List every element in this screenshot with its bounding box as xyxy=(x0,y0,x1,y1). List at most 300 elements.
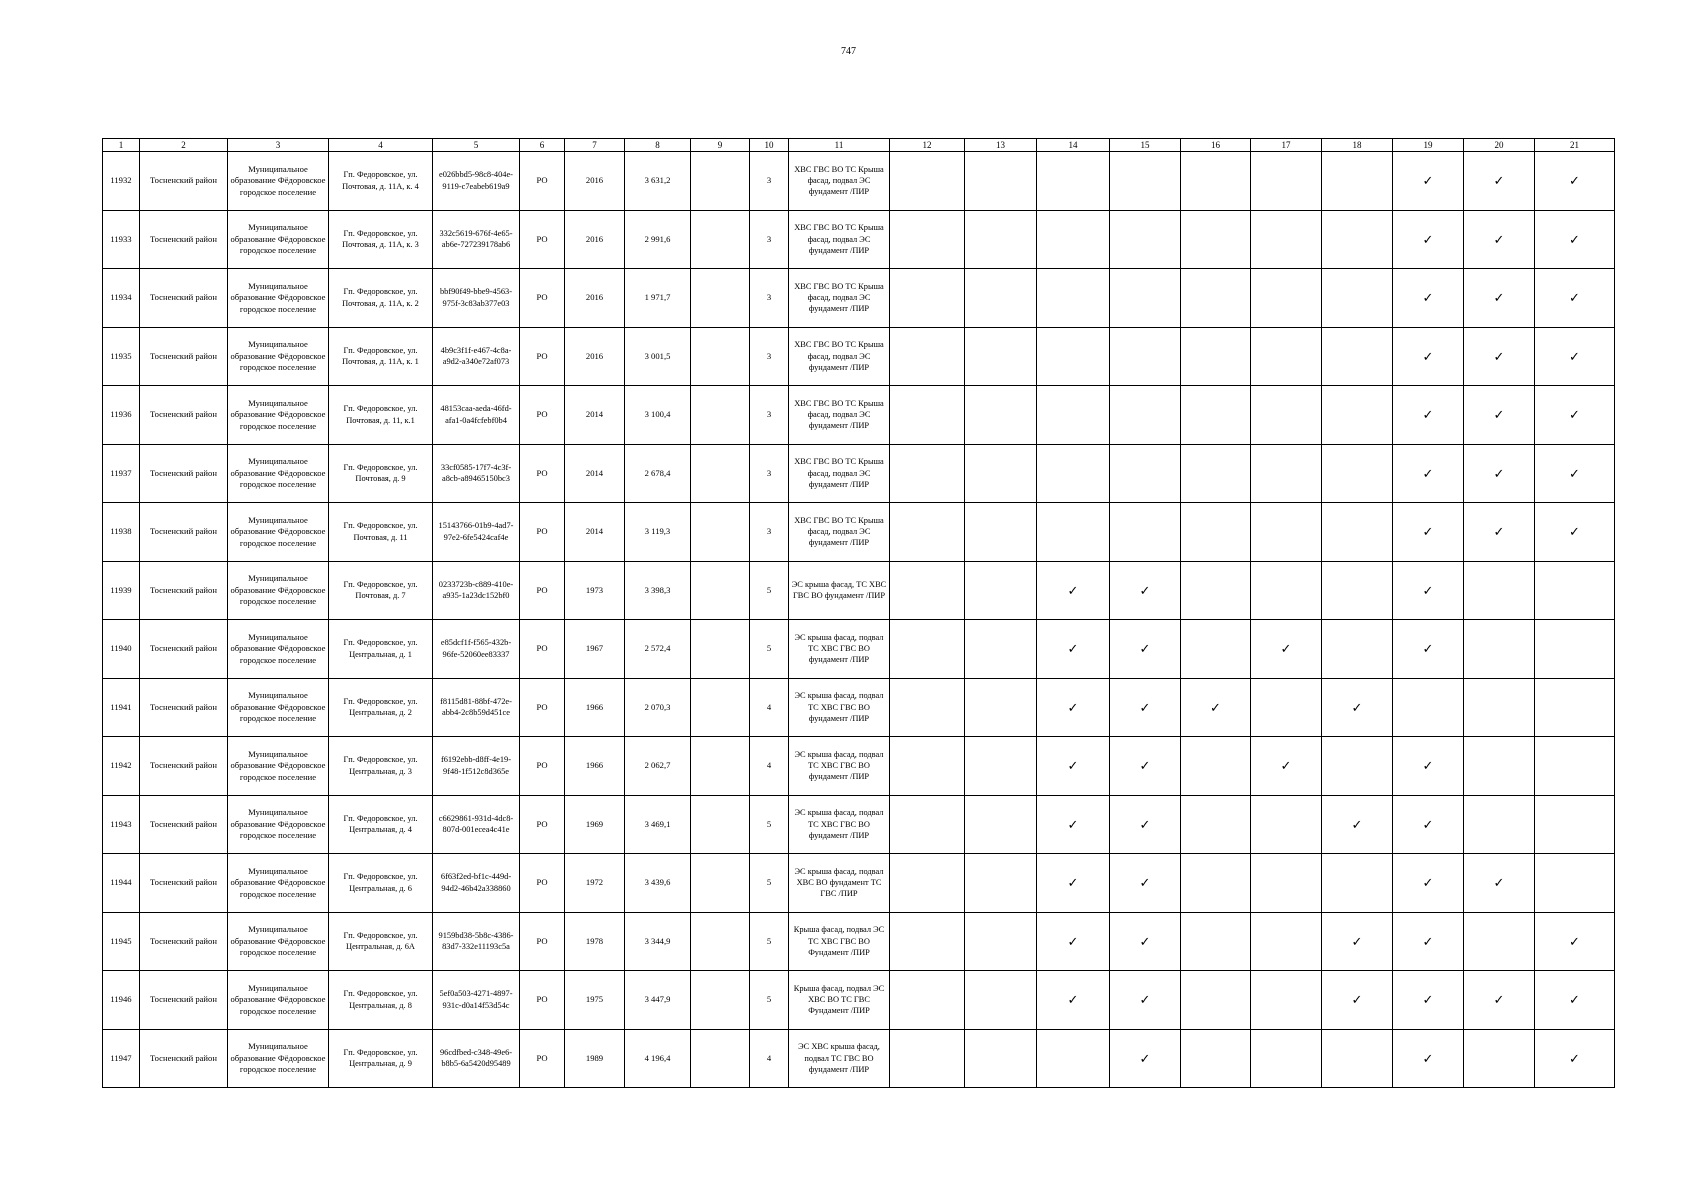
table-row xyxy=(103,971,1615,1030)
column-18-cell xyxy=(1322,503,1393,562)
row-number-cell: 11940 xyxy=(103,620,140,679)
column-19-cell: ✓ xyxy=(1393,737,1464,796)
municipality-cell: Муниципальное образование Фёдоровское городское поселение xyxy=(228,912,329,971)
column-15-cell xyxy=(1110,386,1181,445)
column-20-cell xyxy=(1464,678,1535,737)
area-cell: 3 119,3 xyxy=(625,503,691,562)
column-15-cell xyxy=(1110,210,1181,269)
address-cell: Гп. Федоровское, ул. Центральная, д. 3 xyxy=(329,737,433,796)
column-15-cell xyxy=(1110,152,1181,211)
address-cell: Гп. Федоровское, ул. Центральная, д. 9 xyxy=(329,1029,433,1088)
column-number-header-row xyxy=(103,139,1615,152)
column-header-3: 3 xyxy=(228,139,329,152)
column-9-cell xyxy=(691,620,750,679)
works-list-cell: ЭС крыша фасад, подвал ТС ХВС ГВС ВО фундамент /ПИР xyxy=(789,737,890,796)
column-19-cell: ✓ xyxy=(1393,152,1464,211)
column-12-cell xyxy=(890,503,965,562)
column-9-cell xyxy=(691,210,750,269)
column-13-cell xyxy=(965,620,1037,679)
column-14-cell xyxy=(1037,152,1110,211)
column-9-cell xyxy=(691,152,750,211)
district-cell: Тосненский район xyxy=(140,386,228,445)
table-row xyxy=(103,444,1615,503)
column-20-cell: ✓ xyxy=(1464,269,1535,328)
column-18-cell: ✓ xyxy=(1322,912,1393,971)
column-16-cell xyxy=(1181,971,1251,1030)
column-12-cell xyxy=(890,210,965,269)
column-19-cell: ✓ xyxy=(1393,854,1464,913)
column-13-cell xyxy=(965,737,1037,796)
floors-cell: 3 xyxy=(750,269,789,328)
column-19-cell xyxy=(1393,678,1464,737)
works-list-cell: ХВС ГВС ВО ТС Крыша фасад, подвал ЭС фундамент /ПИР xyxy=(789,152,890,211)
area-cell: 2 572,4 xyxy=(625,620,691,679)
table-row xyxy=(103,561,1615,620)
district-cell: Тосненский район xyxy=(140,561,228,620)
column-20-cell: ✓ xyxy=(1464,327,1535,386)
address-cell: Гп. Федоровское, ул. Центральная, д. 6 xyxy=(329,854,433,913)
owner-type-cell: РО xyxy=(520,737,565,796)
address-cell: Гп. Федоровское, ул. Почтовая, д. 9 xyxy=(329,444,433,503)
row-number-cell: 11932 xyxy=(103,152,140,211)
row-number-cell: 11939 xyxy=(103,561,140,620)
column-17-cell xyxy=(1251,854,1322,913)
address-cell: Гп. Федоровское, ул. Центральная, д. 2 xyxy=(329,678,433,737)
column-9-cell xyxy=(691,678,750,737)
column-12-cell xyxy=(890,620,965,679)
column-14-cell xyxy=(1037,327,1110,386)
address-cell: Гп. Федоровское, ул. Почтовая, д. 11, к.1 xyxy=(329,386,433,445)
guid-cell: 4b9c3f1f-e467-4c8a-a9d2-a340e72af073 xyxy=(433,327,520,386)
owner-type-cell: РО xyxy=(520,386,565,445)
housing-registry-table xyxy=(102,138,1615,1088)
column-18-cell: ✓ xyxy=(1322,678,1393,737)
column-12-cell xyxy=(890,152,965,211)
column-9-cell xyxy=(691,854,750,913)
row-number-cell: 11933 xyxy=(103,210,140,269)
guid-cell: 0233723b-c889-410e-a935-1a23dc152bf0 xyxy=(433,561,520,620)
column-12-cell xyxy=(890,912,965,971)
column-9-cell xyxy=(691,269,750,328)
guid-cell: 9159bd38-5b8c-4386-83d7-332e11193c5a xyxy=(433,912,520,971)
municipality-cell: Муниципальное образование Фёдоровское городское поселение xyxy=(228,854,329,913)
row-number-cell: 11942 xyxy=(103,737,140,796)
year-cell: 1966 xyxy=(565,678,625,737)
works-list-cell: ЭС крыша фасад, ТС ХВС ГВС ВО фундамент /ПИР xyxy=(789,561,890,620)
column-20-cell xyxy=(1464,795,1535,854)
column-14-cell: ✓ xyxy=(1037,795,1110,854)
column-21-cell: ✓ xyxy=(1535,152,1615,211)
column-14-cell xyxy=(1037,444,1110,503)
floors-cell: 5 xyxy=(750,854,789,913)
column-20-cell: ✓ xyxy=(1464,444,1535,503)
table-row xyxy=(103,327,1615,386)
owner-type-cell: РО xyxy=(520,620,565,679)
area-cell: 2 991,6 xyxy=(625,210,691,269)
works-list-cell: ЭС крыша фасад, подвал ТС ХВС ГВС ВО фундамент /ПИР xyxy=(789,620,890,679)
table-row xyxy=(103,737,1615,796)
guid-cell: f8115d81-88bf-472e-abb4-2c8b59d451ce xyxy=(433,678,520,737)
column-14-cell: ✓ xyxy=(1037,620,1110,679)
column-12-cell xyxy=(890,444,965,503)
column-13-cell xyxy=(965,854,1037,913)
column-16-cell xyxy=(1181,912,1251,971)
address-cell: Гп. Федоровское, ул. Центральная, д. 1 xyxy=(329,620,433,679)
address-cell: Гп. Федоровское, ул. Почтовая, д. 11 xyxy=(329,503,433,562)
column-20-cell: ✓ xyxy=(1464,386,1535,445)
municipality-cell: Муниципальное образование Фёдоровское городское поселение xyxy=(228,971,329,1030)
column-header-15: 15 xyxy=(1110,139,1181,152)
area-cell: 2 062,7 xyxy=(625,737,691,796)
column-header-14: 14 xyxy=(1037,139,1110,152)
column-21-cell: ✓ xyxy=(1535,444,1615,503)
column-17-cell xyxy=(1251,210,1322,269)
column-16-cell xyxy=(1181,795,1251,854)
area-cell: 1 971,7 xyxy=(625,269,691,328)
year-cell: 1972 xyxy=(565,854,625,913)
year-cell: 1978 xyxy=(565,912,625,971)
column-21-cell xyxy=(1535,678,1615,737)
column-18-cell xyxy=(1322,737,1393,796)
column-14-cell xyxy=(1037,210,1110,269)
owner-type-cell: РО xyxy=(520,795,565,854)
column-12-cell xyxy=(890,561,965,620)
column-21-cell: ✓ xyxy=(1535,210,1615,269)
table-row xyxy=(103,152,1615,211)
guid-cell: 48153caa-aeda-46fd-afa1-0a4fcfebf0b4 xyxy=(433,386,520,445)
column-14-cell xyxy=(1037,1029,1110,1088)
column-20-cell xyxy=(1464,737,1535,796)
table-row xyxy=(103,678,1615,737)
address-cell: Гп. Федоровское, ул. Почтовая, д. 11А, к. 3 xyxy=(329,210,433,269)
floors-cell: 4 xyxy=(750,678,789,737)
guid-cell: bbf90f49-bbe9-4563-975f-3c83ab377e03 xyxy=(433,269,520,328)
year-cell: 2016 xyxy=(565,210,625,269)
column-12-cell xyxy=(890,269,965,328)
owner-type-cell: РО xyxy=(520,210,565,269)
column-12-cell xyxy=(890,854,965,913)
floors-cell: 3 xyxy=(750,152,789,211)
area-cell: 4 196,4 xyxy=(625,1029,691,1088)
column-20-cell: ✓ xyxy=(1464,210,1535,269)
column-14-cell: ✓ xyxy=(1037,561,1110,620)
column-header-5: 5 xyxy=(433,139,520,152)
column-18-cell xyxy=(1322,444,1393,503)
table-row xyxy=(103,269,1615,328)
column-15-cell: ✓ xyxy=(1110,971,1181,1030)
address-cell: Гп. Федоровское, ул. Почтовая, д. 11А, к. 2 xyxy=(329,269,433,328)
owner-type-cell: РО xyxy=(520,912,565,971)
column-18-cell: ✓ xyxy=(1322,971,1393,1030)
owner-type-cell: РО xyxy=(520,327,565,386)
column-13-cell xyxy=(965,561,1037,620)
floors-cell: 5 xyxy=(750,795,789,854)
municipality-cell: Муниципальное образование Фёдоровское городское поселение xyxy=(228,795,329,854)
column-12-cell xyxy=(890,1029,965,1088)
column-21-cell xyxy=(1535,561,1615,620)
column-21-cell: ✓ xyxy=(1535,912,1615,971)
column-14-cell: ✓ xyxy=(1037,912,1110,971)
column-16-cell xyxy=(1181,386,1251,445)
column-16-cell xyxy=(1181,561,1251,620)
column-12-cell xyxy=(890,737,965,796)
table-row xyxy=(103,503,1615,562)
column-21-cell: ✓ xyxy=(1535,386,1615,445)
column-13-cell xyxy=(965,503,1037,562)
district-cell: Тосненский район xyxy=(140,854,228,913)
works-list-cell: Крыша фасад, подвал ЭС ХВС ВО ТС ГВС Фундамент /ПИР xyxy=(789,971,890,1030)
column-21-cell: ✓ xyxy=(1535,327,1615,386)
column-12-cell xyxy=(890,327,965,386)
floors-cell: 4 xyxy=(750,1029,789,1088)
column-16-cell xyxy=(1181,152,1251,211)
row-number-cell: 11934 xyxy=(103,269,140,328)
address-cell: Гп. Федоровское, ул. Почтовая, д. 11А, к. 1 xyxy=(329,327,433,386)
column-20-cell: ✓ xyxy=(1464,152,1535,211)
area-cell: 3 100,4 xyxy=(625,386,691,445)
row-number-cell: 11941 xyxy=(103,678,140,737)
works-list-cell: Крыша фасад, подвал ЭС ТС ХВС ГВС ВО Фундамент /ПИР xyxy=(789,912,890,971)
district-cell: Тосненский район xyxy=(140,1029,228,1088)
year-cell: 1969 xyxy=(565,795,625,854)
district-cell: Тосненский район xyxy=(140,152,228,211)
column-header-7: 7 xyxy=(565,139,625,152)
column-21-cell: ✓ xyxy=(1535,1029,1615,1088)
column-21-cell xyxy=(1535,620,1615,679)
guid-cell: 6f63f2ed-bf1c-449d-94d2-46b42a338860 xyxy=(433,854,520,913)
column-19-cell: ✓ xyxy=(1393,561,1464,620)
column-16-cell xyxy=(1181,327,1251,386)
year-cell: 2014 xyxy=(565,503,625,562)
area-cell: 2 678,4 xyxy=(625,444,691,503)
table-row xyxy=(103,795,1615,854)
column-20-cell: ✓ xyxy=(1464,854,1535,913)
column-21-cell: ✓ xyxy=(1535,269,1615,328)
year-cell: 1989 xyxy=(565,1029,625,1088)
municipality-cell: Муниципальное образование Фёдоровское городское поселение xyxy=(228,1029,329,1088)
column-12-cell xyxy=(890,678,965,737)
column-19-cell: ✓ xyxy=(1393,620,1464,679)
column-header-4: 4 xyxy=(329,139,433,152)
column-20-cell: ✓ xyxy=(1464,503,1535,562)
column-9-cell xyxy=(691,971,750,1030)
owner-type-cell: РО xyxy=(520,854,565,913)
address-cell: Гп. Федоровское, ул. Центральная, д. 8 xyxy=(329,971,433,1030)
column-13-cell xyxy=(965,386,1037,445)
column-18-cell xyxy=(1322,327,1393,386)
column-21-cell xyxy=(1535,854,1615,913)
column-20-cell xyxy=(1464,620,1535,679)
municipality-cell: Муниципальное образование Фёдоровское городское поселение xyxy=(228,620,329,679)
column-18-cell xyxy=(1322,386,1393,445)
district-cell: Тосненский район xyxy=(140,678,228,737)
column-18-cell xyxy=(1322,854,1393,913)
works-list-cell: ЭС крыша фасад, подвал ХВС ВО фундамент ТС ГВС /ПИР xyxy=(789,854,890,913)
column-header-16: 16 xyxy=(1181,139,1251,152)
floors-cell: 3 xyxy=(750,503,789,562)
column-18-cell xyxy=(1322,269,1393,328)
column-13-cell xyxy=(965,269,1037,328)
column-15-cell: ✓ xyxy=(1110,795,1181,854)
column-13-cell xyxy=(965,971,1037,1030)
table-row xyxy=(103,210,1615,269)
floors-cell: 3 xyxy=(750,444,789,503)
column-19-cell: ✓ xyxy=(1393,503,1464,562)
municipality-cell: Муниципальное образование Фёдоровское городское поселение xyxy=(228,269,329,328)
column-header-8: 8 xyxy=(625,139,691,152)
column-17-cell xyxy=(1251,503,1322,562)
address-cell: Гп. Федоровское, ул. Центральная, д. 4 xyxy=(329,795,433,854)
column-15-cell: ✓ xyxy=(1110,1029,1181,1088)
column-12-cell xyxy=(890,795,965,854)
column-16-cell xyxy=(1181,620,1251,679)
floors-cell: 3 xyxy=(750,327,789,386)
column-17-cell xyxy=(1251,444,1322,503)
row-number-cell: 11935 xyxy=(103,327,140,386)
works-list-cell: ХВС ГВС ВО ТС Крыша фасад, подвал ЭС фундамент /ПИР xyxy=(789,444,890,503)
column-13-cell xyxy=(965,912,1037,971)
year-cell: 2016 xyxy=(565,327,625,386)
area-cell: 2 070,3 xyxy=(625,678,691,737)
column-16-cell xyxy=(1181,854,1251,913)
area-cell: 3 398,3 xyxy=(625,561,691,620)
column-19-cell: ✓ xyxy=(1393,912,1464,971)
column-16-cell xyxy=(1181,269,1251,328)
works-list-cell: ХВС ГВС ВО ТС Крыша фасад, подвал ЭС фундамент /ПИР xyxy=(789,386,890,445)
column-18-cell xyxy=(1322,152,1393,211)
column-15-cell: ✓ xyxy=(1110,678,1181,737)
column-9-cell xyxy=(691,503,750,562)
column-header-10: 10 xyxy=(750,139,789,152)
column-16-cell xyxy=(1181,503,1251,562)
municipality-cell: Муниципальное образование Фёдоровское городское поселение xyxy=(228,327,329,386)
works-list-cell: ХВС ГВС ВО ТС Крыша фасад, подвал ЭС фундамент /ПИР xyxy=(789,503,890,562)
column-15-cell: ✓ xyxy=(1110,561,1181,620)
district-cell: Тосненский район xyxy=(140,503,228,562)
row-number-cell: 11938 xyxy=(103,503,140,562)
owner-type-cell: РО xyxy=(520,971,565,1030)
district-cell: Тосненский район xyxy=(140,971,228,1030)
column-15-cell xyxy=(1110,327,1181,386)
column-15-cell xyxy=(1110,444,1181,503)
column-18-cell xyxy=(1322,561,1393,620)
guid-cell: 96cdfbed-c348-49e6-b8b5-6a5420d95489 xyxy=(433,1029,520,1088)
column-9-cell xyxy=(691,386,750,445)
column-17-cell xyxy=(1251,678,1322,737)
column-13-cell xyxy=(965,678,1037,737)
column-20-cell xyxy=(1464,912,1535,971)
column-9-cell xyxy=(691,737,750,796)
owner-type-cell: РО xyxy=(520,561,565,620)
works-list-cell: ХВС ГВС ВО ТС Крыша фасад, подвал ЭС фундамент /ПИР xyxy=(789,327,890,386)
owner-type-cell: РО xyxy=(520,503,565,562)
table-row xyxy=(103,386,1615,445)
address-cell: Гп. Федоровское, ул. Почтовая, д. 7 xyxy=(329,561,433,620)
column-17-cell xyxy=(1251,561,1322,620)
column-9-cell xyxy=(691,1029,750,1088)
guid-cell: e85dcf1f-f565-432b-96fe-52060ee83337 xyxy=(433,620,520,679)
column-21-cell: ✓ xyxy=(1535,503,1615,562)
column-21-cell xyxy=(1535,737,1615,796)
column-16-cell xyxy=(1181,737,1251,796)
column-14-cell xyxy=(1037,503,1110,562)
area-cell: 3 469,1 xyxy=(625,795,691,854)
floors-cell: 5 xyxy=(750,561,789,620)
works-list-cell: ЭС ХВС крыша фасад, подвал ТС ГВС ВО фундамент /ПИР xyxy=(789,1029,890,1088)
column-9-cell xyxy=(691,444,750,503)
column-13-cell xyxy=(965,1029,1037,1088)
column-17-cell xyxy=(1251,152,1322,211)
district-cell: Тосненский район xyxy=(140,269,228,328)
column-20-cell: ✓ xyxy=(1464,971,1535,1030)
area-cell: 3 001,5 xyxy=(625,327,691,386)
column-header-1: 1 xyxy=(103,139,140,152)
works-list-cell: ХВС ГВС ВО ТС Крыша фасад, подвал ЭС фундамент /ПИР xyxy=(789,269,890,328)
area-cell: 3 344,9 xyxy=(625,912,691,971)
column-header-20: 20 xyxy=(1464,139,1535,152)
column-9-cell xyxy=(691,327,750,386)
page-number: 747 xyxy=(841,46,856,57)
column-header-6: 6 xyxy=(520,139,565,152)
column-13-cell xyxy=(965,327,1037,386)
column-9-cell xyxy=(691,561,750,620)
column-12-cell xyxy=(890,971,965,1030)
area-cell: 3 447,9 xyxy=(625,971,691,1030)
column-header-13: 13 xyxy=(965,139,1037,152)
column-16-cell xyxy=(1181,210,1251,269)
row-number-cell: 11943 xyxy=(103,795,140,854)
municipality-cell: Муниципальное образование Фёдоровское городское поселение xyxy=(228,444,329,503)
column-17-cell xyxy=(1251,971,1322,1030)
column-15-cell: ✓ xyxy=(1110,854,1181,913)
owner-type-cell: РО xyxy=(520,269,565,328)
column-21-cell: ✓ xyxy=(1535,971,1615,1030)
column-header-18: 18 xyxy=(1322,139,1393,152)
owner-type-cell: РО xyxy=(520,1029,565,1088)
column-9-cell xyxy=(691,795,750,854)
column-17-cell xyxy=(1251,1029,1322,1088)
column-header-21: 21 xyxy=(1535,139,1615,152)
table-row xyxy=(103,854,1615,913)
column-17-cell xyxy=(1251,386,1322,445)
area-cell: 3 631,2 xyxy=(625,152,691,211)
column-14-cell: ✓ xyxy=(1037,971,1110,1030)
column-14-cell: ✓ xyxy=(1037,737,1110,796)
floors-cell: 5 xyxy=(750,912,789,971)
district-cell: Тосненский район xyxy=(140,737,228,796)
column-18-cell xyxy=(1322,1029,1393,1088)
column-header-12: 12 xyxy=(890,139,965,152)
district-cell: Тосненский район xyxy=(140,912,228,971)
column-21-cell xyxy=(1535,795,1615,854)
address-cell: Гп. Федоровское, ул. Центральная, д. 6А xyxy=(329,912,433,971)
municipality-cell: Муниципальное образование Фёдоровское городское поселение xyxy=(228,386,329,445)
floors-cell: 3 xyxy=(750,386,789,445)
year-cell: 2014 xyxy=(565,386,625,445)
area-cell: 3 439,6 xyxy=(625,854,691,913)
column-15-cell: ✓ xyxy=(1110,912,1181,971)
column-18-cell xyxy=(1322,210,1393,269)
owner-type-cell: РО xyxy=(520,678,565,737)
column-12-cell xyxy=(890,386,965,445)
column-16-cell xyxy=(1181,1029,1251,1088)
column-19-cell: ✓ xyxy=(1393,971,1464,1030)
column-20-cell xyxy=(1464,561,1535,620)
district-cell: Тосненский район xyxy=(140,210,228,269)
column-header-17: 17 xyxy=(1251,139,1322,152)
municipality-cell: Муниципальное образование Фёдоровское городское поселение xyxy=(228,210,329,269)
column-15-cell: ✓ xyxy=(1110,737,1181,796)
